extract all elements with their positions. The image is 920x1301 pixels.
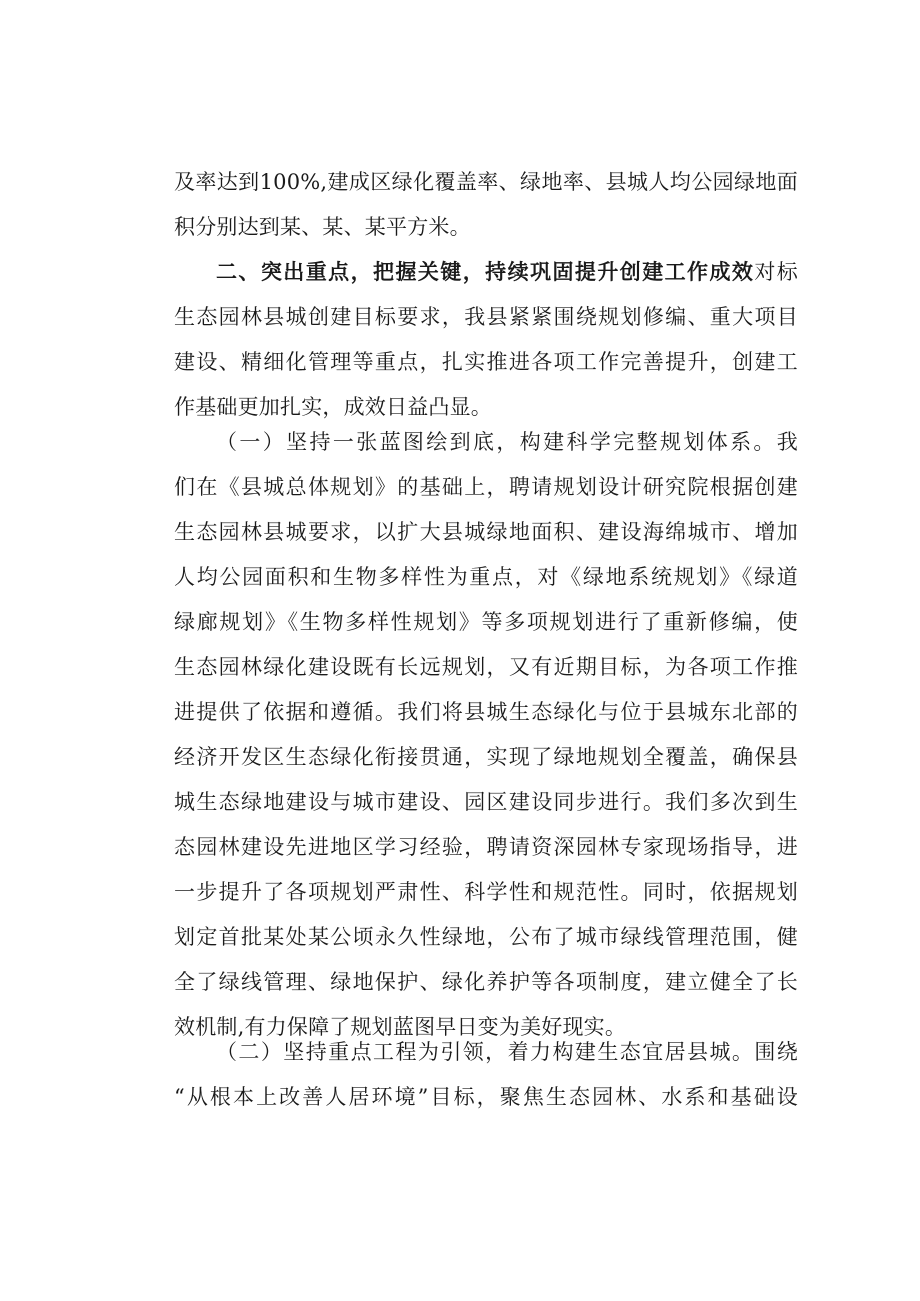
paragraph-4 [174, 1030, 798, 1120]
subsection-heading-line: （一）坚持一张蓝图绘到底，构建科学完整规划体系。我 [216, 430, 798, 454]
text-line: 积分别达到某、某、某平方米。 [174, 215, 471, 239]
section-heading-line [174, 250, 798, 295]
text-line: 全了绿线管理、绿地保护、绿化养护等各项制度，建立健全了长 [174, 970, 798, 994]
text-line: 们在《县城总体规划》的基础上，聘请规划设计研究院根据创建 [174, 475, 798, 499]
text-line: 城生态绿地建设与城市建设、园区建设同步进行。我们多次到生 [174, 790, 798, 814]
text-line: 生态园林绿化建设既有长远规划，又有近期目标，为各项工作推 [174, 655, 798, 679]
heading-line-rest: 对标 [754, 260, 798, 284]
text-line: 经济开发区生态绿化衔接贯通，实现了绿地规划全覆盖，确保县 [174, 745, 798, 769]
text-line: 及率达到100%,建成区绿化覆盖率、绿地率、县城人均公园绿地面 [174, 170, 798, 194]
text-line: 效机制,有力保障了规划蓝图早日变为美好现实。 [174, 1015, 627, 1039]
text-line: 态园林建设先进地区学习经验，聘请资深园林专家现场指导，进 [174, 835, 798, 859]
text-line: 建设、精细化管理等重点，扎实推进各项工作完善提升，创建工 [174, 350, 798, 374]
paragraph-2 [174, 250, 798, 430]
text-line: 划定首批某处某公顷永久性绿地，公布了城市绿线管理范围，健 [174, 925, 798, 949]
text-line: 作基础更加扎实，成效日益凸显。 [174, 395, 492, 419]
section-heading: 二、突出重点，把握关键，持续巩固提升创建工作成效 [216, 260, 755, 284]
paragraph-1 [174, 160, 798, 250]
text-line: 生态园林县城要求，以扩大县城绿地面积、建设海绵城市、增加 [174, 520, 798, 544]
text-line: 绿廊规划》《生物多样性规划》等多项规划进行了重新修编，使 [174, 610, 798, 634]
text-line: 生态园林县城创建目标要求，我县紧紧围绕规划修编、重大项目 [174, 305, 798, 329]
text-line: 人均公园面积和生物多样性为重点，对《绿地系统规划》《绿道 [174, 565, 798, 589]
text-line: 进提供了依据和遵循。我们将县城生态绿化与位于县城东北部的 [174, 700, 798, 724]
text-line: “从根本上改善人居环境”目标，聚焦生态园林、水系和基础设 [174, 1085, 798, 1109]
text-line: 一步提升了各项规划严肃性、科学性和规范性。同时，依据规划 [174, 880, 798, 904]
paragraph-3 [174, 420, 798, 1050]
subsection-heading-line: （二）坚持重点工程为引领，着力构建生态宜居县城。围绕 [216, 1040, 798, 1064]
